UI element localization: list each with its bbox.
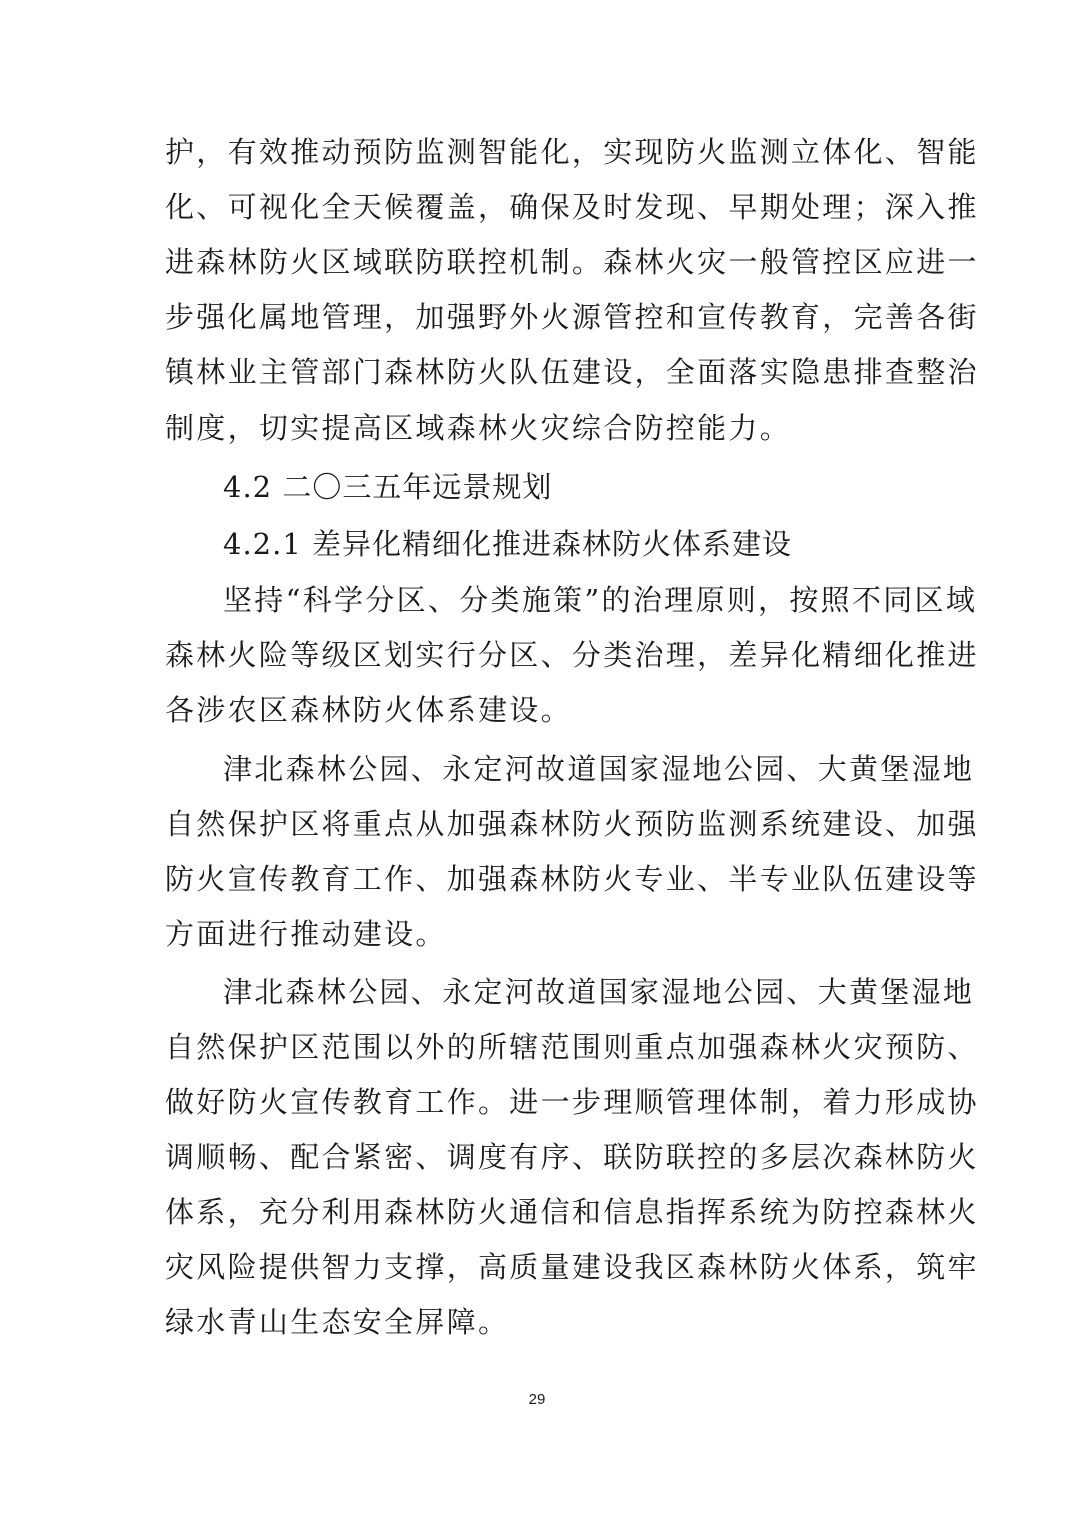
body-text-line: 步强化属地管理，加强野外火源管控和宣传教育，完善各街 — [165, 300, 979, 334]
subsection-heading: 4.2.1 差异化精细化推进森林防火体系建设 — [223, 527, 793, 561]
body-text-line: 自然保护区将重点从加强森林防火预防监测系统建设、加强 — [165, 807, 979, 841]
section-heading: 4.2 二〇三五年远景规划 — [223, 470, 553, 504]
body-text-line: 制度，切实提高区域森林火灾综合防控能力。 — [165, 411, 792, 445]
body-text-line: 自然保护区范围以外的所辖范围则重点加强森林火灾预防、 — [165, 1030, 979, 1064]
body-text-line: 各涉农区森林防火体系建设。 — [165, 693, 572, 727]
body-text-line: 镇林业主管部门森林防火队伍建设，全面落实隐患排查整治 — [165, 355, 979, 389]
body-text-line: 化、可视化全天候覆盖，确保及时发现、早期处理；深入推 — [165, 190, 979, 224]
body-text-line: 做好防火宣传教育工作。进一步理顺管理体制，着力形成协 — [165, 1085, 979, 1119]
body-text-line: 灾风险提供智力支撑，高质量建设我区森林防火体系，筑牢 — [165, 1250, 979, 1284]
body-text-line: 进森林防火区域联防联控机制。森林火灾一般管控区应进一 — [165, 245, 979, 279]
body-text-line: 护，有效推动预防监测智能化，实现防火监测立体化、智能 — [165, 135, 979, 169]
paragraph-first-line: 津北森林公园、永定河故道国家湿地公园、大黄堡湿地 — [223, 975, 975, 1009]
body-text-line: 防火宣传教育工作、加强森林防火专业、半专业队伍建设等 — [165, 862, 979, 896]
body-text-line: 绿水青山生态安全屏障。 — [165, 1305, 510, 1339]
page-number: 29 — [528, 1391, 546, 1408]
body-text-line: 方面进行推动建设。 — [165, 917, 447, 951]
paragraph-first-line: 津北森林公园、永定河故道国家湿地公园、大黄堡湿地 — [223, 752, 975, 786]
paragraph-first-line: 坚持“科学分区、分类施策”的治理原则，按照不同区域 — [223, 583, 978, 617]
body-text-line: 森林火险等级区划实行分区、分类治理，差异化精细化推进 — [165, 638, 979, 672]
body-text-line: 调顺畅、配合紧密、调度有序、联防联控的多层次森林防火 — [165, 1140, 979, 1174]
body-text-line: 体系，充分利用森林防火通信和信息指挥系统为防控森林火 — [165, 1195, 979, 1229]
